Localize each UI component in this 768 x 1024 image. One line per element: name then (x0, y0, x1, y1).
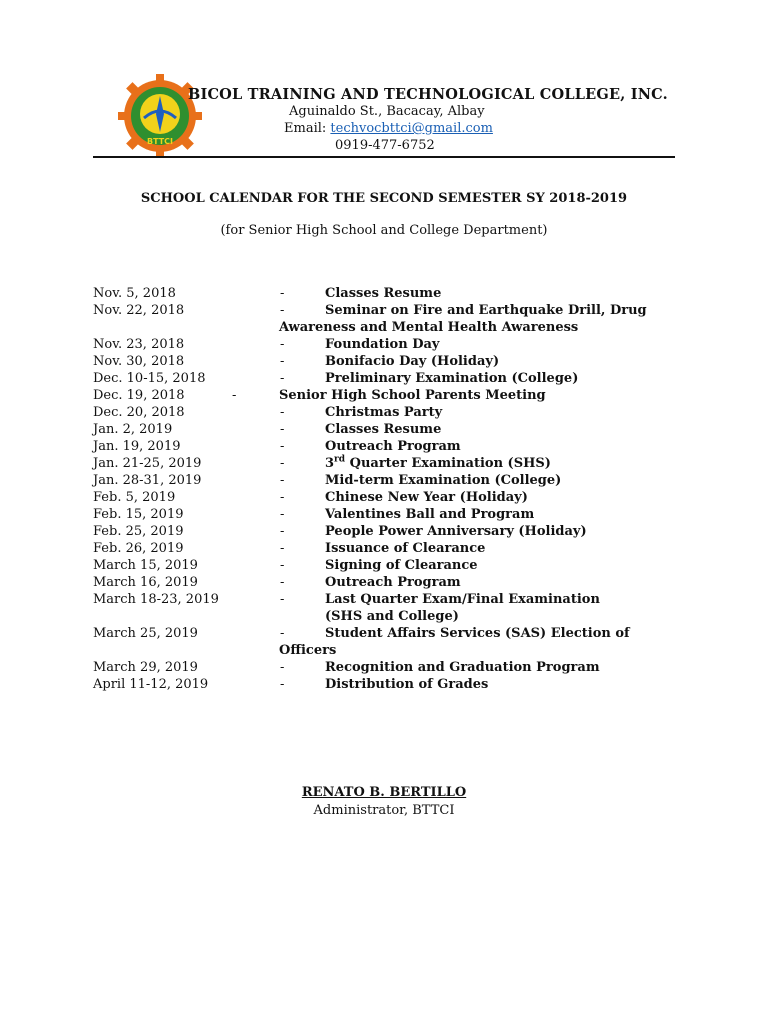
calendar-dash: - (280, 592, 285, 607)
calendar-event (93, 285, 653, 302)
calendar-row (93, 472, 653, 489)
calendar-dash: - (280, 405, 285, 420)
calendar-dash: - (280, 303, 285, 318)
event-text: People Power Anniversary (Holiday) (325, 524, 587, 539)
calendar-dash: - (280, 541, 285, 556)
calendar-row (93, 336, 653, 353)
calendar-date: March 16, 2019 (93, 575, 198, 590)
event-continuation: Officers (279, 643, 337, 658)
calendar-row (93, 506, 653, 523)
calendar-dash: - (280, 626, 285, 641)
calendar-dash: - (280, 575, 285, 590)
calendar-date: Jan. 21-25, 2019 (93, 456, 202, 471)
email-link[interactable]: techvocbttci@gmail.com (330, 121, 493, 136)
event-continuation: (SHS and College) (325, 609, 459, 624)
calendar-dash: - (280, 371, 285, 386)
header-divider (93, 156, 675, 158)
calendar-event (93, 421, 653, 438)
calendar-dash: - (280, 524, 285, 539)
event-text: Recognition and Graduation Program (325, 660, 600, 675)
calendar-date: Jan. 2, 2019 (93, 422, 173, 437)
college-name: BICOL TRAINING AND TECHNOLOGICAL COLLEGE, INC. (188, 86, 668, 103)
calendar-row (93, 455, 653, 472)
event-text: Valentines Ball and Program (325, 507, 535, 522)
calendar-row (93, 523, 653, 540)
calendar-dash: - (280, 558, 285, 573)
calendar-date: Feb. 5, 2019 (93, 490, 176, 505)
calendar-row (93, 591, 653, 625)
calendar-row (93, 421, 653, 438)
calendar-date: March 15, 2019 (93, 558, 198, 573)
calendar-dash: - (280, 422, 285, 437)
event-text: Issuance of Clearance (325, 541, 486, 556)
event-text: Outreach Program (325, 439, 461, 454)
calendar-row (93, 387, 653, 404)
event-text: Preliminary Examination (College) (325, 371, 579, 386)
calendar-date: March 29, 2019 (93, 660, 198, 675)
event-text: Classes Resume (325, 422, 442, 437)
calendar-dash: - (280, 660, 285, 675)
calendar-row (93, 404, 653, 421)
signatory-name: RENATO B. BERTILLO (301, 785, 467, 800)
calendar-row (93, 625, 653, 659)
event-text: Chinese New Year (Holiday) (325, 490, 528, 505)
event-text: Seminar on Fire and Earthquake Drill, Drug (325, 303, 647, 318)
calendar-dash: - (280, 473, 285, 488)
calendar-date: Nov. 23, 2018 (93, 337, 185, 352)
event-prefix: 3 (325, 456, 335, 471)
calendar-date: Nov. 22, 2018 (93, 303, 185, 318)
calendar-row (93, 285, 653, 302)
calendar-date: Feb. 15, 2019 (93, 507, 184, 522)
calendar-list (93, 285, 653, 693)
calendar-event (93, 489, 653, 506)
calendar-dash: - (280, 456, 285, 471)
svg-text:BTTCI: BTTCI (146, 137, 174, 146)
calendar-date: Dec. 20, 2018 (93, 405, 185, 420)
event-continuation: Awareness and Mental Health Awareness (279, 320, 579, 335)
calendar-dash: - (280, 337, 285, 352)
event-text: Foundation Day (325, 337, 440, 352)
calendar-row (93, 370, 653, 387)
page-subtitle: (for Senior High School and College Department) (220, 223, 548, 238)
calendar-dash: - (280, 286, 285, 301)
calendar-date: Dec. 19, 2018 (93, 388, 185, 403)
calendar-date: Nov. 30, 2018 (93, 354, 185, 369)
event-text: Bonifacio Day (Holiday) (325, 354, 500, 369)
college-address: Aguinaldo St., Bacacay, Albay (289, 104, 485, 119)
calendar-row (93, 540, 653, 557)
page-title: SCHOOL CALENDAR FOR THE SECOND SEMESTER SY 2018-2019 (140, 191, 628, 206)
event-text: Student Affairs Services (SAS) Election of (325, 626, 630, 641)
event-text: Quarter Examination (SHS) (345, 456, 551, 471)
event-text: Last Quarter Exam/Final Examination (325, 592, 600, 607)
calendar-dash: - (280, 490, 285, 505)
event-text: Signing of Clearance (325, 558, 478, 573)
calendar-row (93, 676, 653, 693)
calendar-dash: - (232, 388, 237, 403)
calendar-row (93, 302, 653, 336)
calendar-row (93, 438, 653, 455)
calendar-date: Dec. 10-15, 2018 (93, 371, 206, 386)
calendar-row (93, 574, 653, 591)
calendar-date: March 25, 2019 (93, 626, 198, 641)
calendar-dash: - (280, 677, 285, 692)
calendar-date: Feb. 25, 2019 (93, 524, 184, 539)
calendar-date: April 11-12, 2019 (93, 677, 209, 692)
calendar-dash: - (280, 439, 285, 454)
calendar-row (93, 557, 653, 574)
calendar-row (93, 659, 653, 676)
calendar-dash: - (280, 507, 285, 522)
calendar-date: Nov. 5, 2018 (93, 286, 176, 301)
calendar-date: Jan. 28-31, 2019 (93, 473, 202, 488)
calendar-date: Jan. 19, 2019 (93, 439, 181, 454)
calendar-row (93, 489, 653, 506)
email-label: Email: (284, 121, 327, 136)
event-text: Christmas Party (325, 405, 443, 420)
event-superscript: rd (334, 454, 346, 465)
calendar-dash: - (280, 354, 285, 369)
event-text: Classes Resume (325, 286, 442, 301)
event-text: Senior High School Parents Meeting (279, 388, 546, 403)
event-text: Distribution of Grades (325, 677, 489, 692)
calendar-row (93, 353, 653, 370)
signatory-role: Administrator, BTTCI (313, 803, 455, 818)
event-text: Outreach Program (325, 575, 461, 590)
college-email-line (284, 121, 493, 136)
college-phone: 0919-477-6752 (335, 138, 435, 153)
calendar-date: Feb. 26, 2019 (93, 541, 184, 556)
event-text: Mid-term Examination (College) (325, 473, 562, 488)
calendar-date: March 18-23, 2019 (93, 592, 219, 607)
